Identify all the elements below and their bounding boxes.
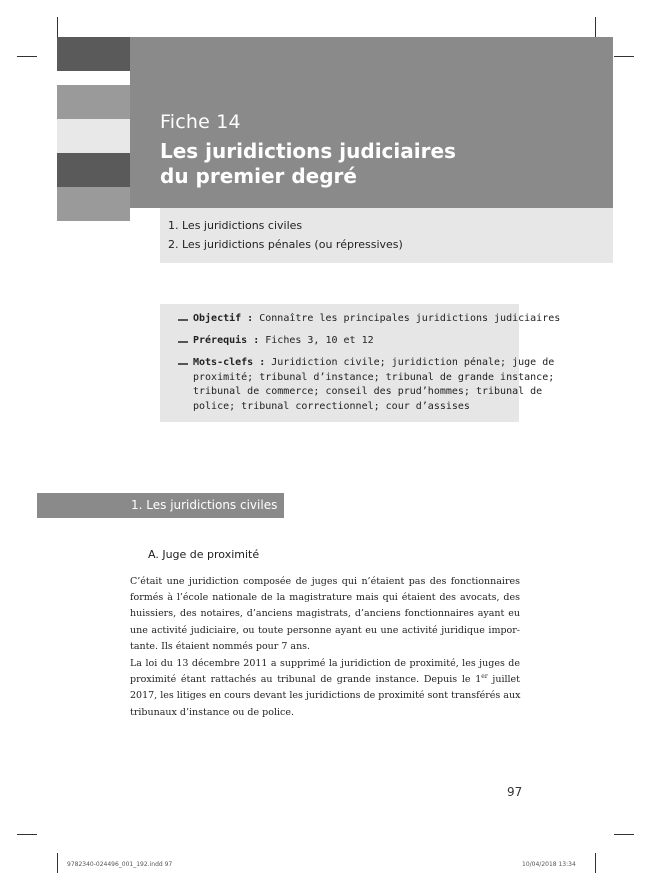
crop-mark xyxy=(17,56,37,57)
decorative-swatch xyxy=(57,153,130,187)
paragraph-line: huissiers, des notaires, d’anciens magistrats, d’anciens fonctionnaires ayant eu xyxy=(130,608,520,620)
paragraph-line xyxy=(130,672,520,688)
paragraph-line: tante. Ils étaient nommés pour 7 ans. xyxy=(130,640,311,652)
dash-bullet xyxy=(178,319,188,321)
crop-mark xyxy=(17,834,37,835)
decorative-swatch xyxy=(57,187,130,221)
table-of-contents xyxy=(160,208,613,263)
crop-mark xyxy=(595,853,596,873)
keywords-line xyxy=(193,356,555,371)
decorative-swatch xyxy=(57,119,130,153)
crop-mark xyxy=(614,834,634,835)
subsection-title: A. Juge de proximité xyxy=(148,548,260,561)
paragraph-line: C’était une juridiction composée de juges qui n’étaient pas des fonctionnaires xyxy=(130,576,520,587)
paragraph-text: juillet xyxy=(487,674,520,686)
keywords-line: tribunal de commerce; conseil des prud’hommes; tribunal de xyxy=(193,386,543,397)
decorative-swatch xyxy=(57,37,130,71)
dash-bullet xyxy=(178,363,188,365)
section-heading-band xyxy=(37,493,284,518)
superscript: er xyxy=(481,673,488,681)
paragraph-line: formés à l’école nationale de la magistrature mais qui étaient des avocats, des xyxy=(130,592,520,604)
keywords-label: Mots-clefs : xyxy=(193,357,266,368)
keywords-value: Juridiction civile; juridiction pénale; juge de xyxy=(265,357,555,368)
keywords-line: proximité; tribunal d’instance; tribunal de grande instance; xyxy=(193,371,555,383)
objective-value: Connaître les principales juridictions judiciaires xyxy=(253,313,561,324)
crop-mark xyxy=(57,853,58,873)
fiche-title-line: Les juridictions judiciaires xyxy=(160,139,456,163)
fiche-title xyxy=(160,139,456,189)
objectives-box xyxy=(160,304,561,422)
page-number: 97 xyxy=(507,785,523,799)
section-title: 1. Les juridictions civiles xyxy=(131,498,278,512)
paragraph-line: La loi du 13 décembre 2011 a supprimé la juridiction de proximité, les juges de xyxy=(130,658,520,669)
print-date-info: 10/04/2018 13:34 xyxy=(522,861,576,868)
paragraph-text: proximité étant rattachés au tribunal de grande instance. Depuis le 1 xyxy=(130,674,482,686)
crop-mark xyxy=(595,17,596,37)
toc-item: 2. Les juridictions pénales (ou répressives) xyxy=(168,238,403,251)
keywords-text xyxy=(193,356,555,414)
objective-label: Objectif : xyxy=(193,313,254,324)
body-paragraph xyxy=(130,574,520,655)
paragraph-line: une activité judiciaire, ou toute personne ayant eu une activité juridique impor- xyxy=(130,624,520,636)
paragraph-line: 2017, les litiges en cours devant les juridictions de proximité sont transférés aux xyxy=(130,690,521,702)
objective-text xyxy=(193,312,560,327)
crop-mark xyxy=(57,17,58,37)
paragraph-line: tribunaux d’instance ou de police. xyxy=(130,706,294,718)
body-paragraph xyxy=(130,656,520,721)
decorative-swatch xyxy=(57,85,130,119)
crop-mark xyxy=(614,56,634,57)
dash-bullet xyxy=(178,341,188,343)
print-file-info: 9782340-024496_001_192.indd 97 xyxy=(67,861,173,868)
prerequisites-text xyxy=(193,334,374,349)
fiche-title-line: du premier degré xyxy=(160,164,357,188)
prerequisites-value: Fiches 3, 10 et 12 xyxy=(259,335,374,346)
keywords-line: police; tribunal correctionnel; cour d’assises xyxy=(193,400,470,412)
prerequisites-label: Prérequis : xyxy=(193,335,260,346)
fiche-number: Fiche 14 xyxy=(160,111,241,133)
toc-item: 1. Les juridictions civiles xyxy=(168,219,303,232)
